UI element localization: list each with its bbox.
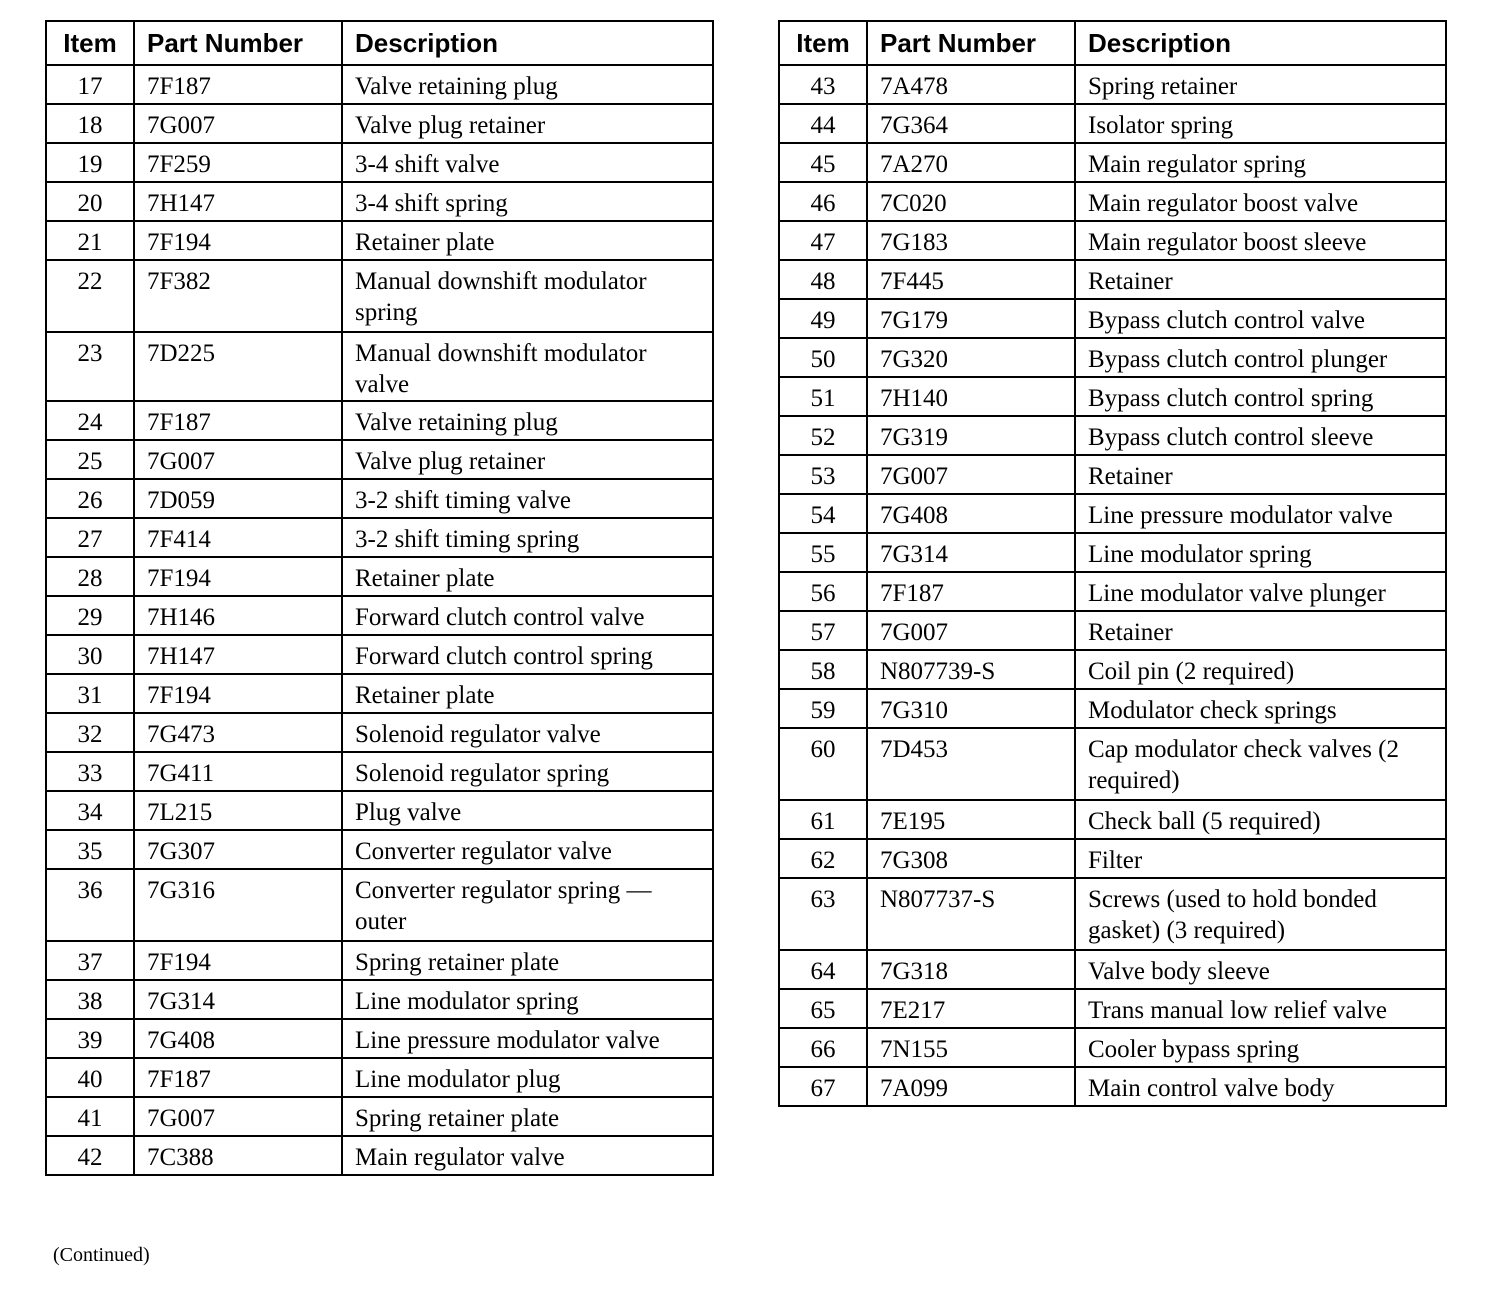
item-cell: 23 [46,332,134,401]
item-cell: 19 [46,143,134,182]
table-row [46,104,713,143]
item-cell: 26 [46,479,134,518]
table-row [46,518,713,557]
table-row [779,416,1446,455]
description-cell: Manual downshift modulator valve [342,332,713,401]
part-number-cell: 7G310 [867,689,1075,728]
table-row [779,1028,1446,1067]
description-cell: Valve retaining plug [342,65,713,104]
part-number-cell: 7G307 [134,830,342,869]
part-number-cell: 7D059 [134,479,342,518]
description-cell: 3-4 shift spring [342,182,713,221]
table-row [46,674,713,713]
table-row [46,332,713,401]
description-cell: Modulator check springs [1075,689,1446,728]
description-cell: Spring retainer plate [342,1097,713,1136]
part-number-cell: 7F187 [134,401,342,440]
table-row [779,800,1446,839]
part-number-cell: 7G007 [134,1097,342,1136]
header-item: Item [779,21,867,65]
item-cell: 20 [46,182,134,221]
table-row [779,533,1446,572]
description-cell: Solenoid regulator valve [342,713,713,752]
item-cell: 63 [779,878,867,950]
parts-table-right [778,20,1447,1107]
description-cell: 3-2 shift timing valve [342,479,713,518]
table-row [46,1058,713,1097]
item-cell: 27 [46,518,134,557]
table-header-row [46,21,713,65]
part-number-cell: 7G007 [867,611,1075,650]
part-number-cell: 7F194 [134,941,342,980]
item-cell: 61 [779,800,867,839]
table-row [46,182,713,221]
description-cell: 3-2 shift timing spring [342,518,713,557]
table-row [46,1019,713,1058]
part-number-cell: 7E217 [867,989,1075,1028]
table-row [779,839,1446,878]
part-number-cell: 7A099 [867,1067,1075,1106]
table-row [779,104,1446,143]
item-cell: 46 [779,182,867,221]
item-cell: 47 [779,221,867,260]
description-cell: Converter regulator spring — outer [342,869,713,941]
description-cell: Retainer plate [342,557,713,596]
item-cell: 43 [779,65,867,104]
description-cell: Plug valve [342,791,713,830]
item-cell: 57 [779,611,867,650]
table-row [779,572,1446,611]
item-cell: 45 [779,143,867,182]
part-number-cell: 7H147 [134,182,342,221]
item-cell: 56 [779,572,867,611]
table-row [779,989,1446,1028]
part-number-cell: 7G411 [134,752,342,791]
table-row [46,401,713,440]
item-cell: 58 [779,650,867,689]
description-cell: Line modulator spring [342,980,713,1019]
part-number-cell: 7H147 [134,635,342,674]
description-cell: Forward clutch control valve [342,596,713,635]
item-cell: 40 [46,1058,134,1097]
table-row [46,479,713,518]
table-row [779,950,1446,989]
description-cell: Cap modulator check valves (2 required) [1075,728,1446,800]
description-cell: Main regulator boost sleeve [1075,221,1446,260]
parts-table-left [45,20,714,1176]
part-number-cell: N807737-S [867,878,1075,950]
table-row [779,878,1446,950]
part-number-cell: 7F194 [134,221,342,260]
part-number-cell: 7G179 [867,299,1075,338]
description-cell: Valve plug retainer [342,440,713,479]
table-row [46,713,713,752]
description-cell: Retainer plate [342,674,713,713]
item-cell: 34 [46,791,134,830]
description-cell: Line pressure modulator valve [1075,494,1446,533]
part-number-cell: 7G007 [867,455,1075,494]
part-number-cell: 7F187 [134,1058,342,1097]
description-cell: Bypass clutch control plunger [1075,338,1446,377]
item-cell: 29 [46,596,134,635]
description-cell: Isolator spring [1075,104,1446,143]
item-cell: 36 [46,869,134,941]
part-number-cell: 7G316 [134,869,342,941]
description-cell: Cooler bypass spring [1075,1028,1446,1067]
description-cell: Bypass clutch control sleeve [1075,416,1446,455]
item-cell: 64 [779,950,867,989]
description-cell: Check ball (5 required) [1075,800,1446,839]
table-row [779,143,1446,182]
description-cell: Valve plug retainer [342,104,713,143]
item-cell: 41 [46,1097,134,1136]
item-cell: 18 [46,104,134,143]
part-number-cell: 7G314 [867,533,1075,572]
table-row [46,1097,713,1136]
item-cell: 54 [779,494,867,533]
description-cell: Trans manual low relief valve [1075,989,1446,1028]
description-cell: Retainer [1075,611,1446,650]
item-cell: 38 [46,980,134,1019]
part-number-cell: 7G007 [134,440,342,479]
item-cell: 55 [779,533,867,572]
item-cell: 48 [779,260,867,299]
item-cell: 49 [779,299,867,338]
part-number-cell: 7F382 [134,260,342,332]
table-row [779,182,1446,221]
item-cell: 17 [46,65,134,104]
item-cell: 65 [779,989,867,1028]
part-number-cell: N807739-S [867,650,1075,689]
part-number-cell: 7A478 [867,65,1075,104]
item-cell: 59 [779,689,867,728]
description-cell: Line modulator spring [1075,533,1446,572]
part-number-cell: 7F445 [867,260,1075,299]
table-row [779,455,1446,494]
part-number-cell: 7G408 [134,1019,342,1058]
description-cell: Main control valve body [1075,1067,1446,1106]
description-cell: Line modulator valve plunger [1075,572,1446,611]
table-row [46,980,713,1019]
table-row [779,377,1446,416]
table-row [779,260,1446,299]
part-number-cell: 7G007 [134,104,342,143]
table-row [46,557,713,596]
part-number-cell: 7C020 [867,182,1075,221]
description-cell: Bypass clutch control valve [1075,299,1446,338]
description-cell: Retainer plate [342,221,713,260]
part-number-cell: 7F414 [134,518,342,557]
description-cell: Main regulator boost valve [1075,182,1446,221]
part-number-cell: 7G183 [867,221,1075,260]
table-row [46,596,713,635]
item-cell: 22 [46,260,134,332]
item-cell: 30 [46,635,134,674]
item-cell: 32 [46,713,134,752]
header-description: Description [342,21,713,65]
part-number-cell: 7A270 [867,143,1075,182]
part-number-cell: 7G320 [867,338,1075,377]
item-cell: 24 [46,401,134,440]
item-cell: 31 [46,674,134,713]
header-description: Description [1075,21,1446,65]
description-cell: Main regulator valve [342,1136,713,1175]
table-row [46,1136,713,1175]
description-cell: Valve retaining plug [342,401,713,440]
description-cell: Converter regulator valve [342,830,713,869]
description-cell: 3-4 shift valve [342,143,713,182]
part-number-cell: 7E195 [867,800,1075,839]
description-cell: Main regulator spring [1075,143,1446,182]
table-header-row [779,21,1446,65]
table-row [46,260,713,332]
header-part-number: Part Number [867,21,1075,65]
part-number-cell: 7F194 [134,557,342,596]
part-number-cell: 7G314 [134,980,342,1019]
table-row [46,830,713,869]
continued-note: (Continued) [53,1244,150,1266]
description-cell: Manual downshift modulator spring [342,260,713,332]
description-cell: Line pressure modulator valve [342,1019,713,1058]
description-cell: Screws (used to hold bonded gasket) (3 required) [1075,878,1446,950]
table-row [46,440,713,479]
table-row [46,221,713,260]
item-cell: 51 [779,377,867,416]
header-part-number: Part Number [134,21,342,65]
part-number-cell: 7G318 [867,950,1075,989]
table-row [779,338,1446,377]
item-cell: 37 [46,941,134,980]
table-row [46,143,713,182]
description-cell: Coil pin (2 required) [1075,650,1446,689]
item-cell: 28 [46,557,134,596]
part-number-cell: 7G473 [134,713,342,752]
table-row [779,728,1446,800]
item-cell: 33 [46,752,134,791]
part-number-cell: 7C388 [134,1136,342,1175]
table-row [779,1067,1446,1106]
item-cell: 52 [779,416,867,455]
part-number-cell: 7G364 [867,104,1075,143]
table-row [779,299,1446,338]
item-cell: 67 [779,1067,867,1106]
part-number-cell: 7F187 [134,65,342,104]
part-number-cell: 7H140 [867,377,1075,416]
header-item: Item [46,21,134,65]
item-cell: 42 [46,1136,134,1175]
part-number-cell: 7D225 [134,332,342,401]
item-cell: 53 [779,455,867,494]
table-row [779,494,1446,533]
item-cell: 21 [46,221,134,260]
item-cell: 50 [779,338,867,377]
part-number-cell: 7G319 [867,416,1075,455]
description-cell: Retainer [1075,260,1446,299]
table-row [779,650,1446,689]
table-row [779,611,1446,650]
part-number-cell: 7G308 [867,839,1075,878]
description-cell: Forward clutch control spring [342,635,713,674]
table-row [779,65,1446,104]
table-row [46,869,713,941]
table-row [46,752,713,791]
part-number-cell: 7F187 [867,572,1075,611]
table-row [46,941,713,980]
part-number-cell: 7H146 [134,596,342,635]
item-cell: 39 [46,1019,134,1058]
item-cell: 60 [779,728,867,800]
description-cell: Spring retainer [1075,65,1446,104]
item-cell: 25 [46,440,134,479]
part-number-cell: 7F259 [134,143,342,182]
part-number-cell: 7N155 [867,1028,1075,1067]
description-cell: Valve body sleeve [1075,950,1446,989]
description-cell: Filter [1075,839,1446,878]
item-cell: 35 [46,830,134,869]
description-cell: Line modulator plug [342,1058,713,1097]
item-cell: 66 [779,1028,867,1067]
item-cell: 44 [779,104,867,143]
part-number-cell: 7F194 [134,674,342,713]
table-row [46,791,713,830]
description-cell: Retainer [1075,455,1446,494]
table-row [46,65,713,104]
description-cell: Spring retainer plate [342,941,713,980]
part-number-cell: 7G408 [867,494,1075,533]
description-cell: Bypass clutch control spring [1075,377,1446,416]
item-cell: 62 [779,839,867,878]
description-cell: Solenoid regulator spring [342,752,713,791]
table-row [46,635,713,674]
table-row [779,221,1446,260]
table-row [779,689,1446,728]
part-number-cell: 7L215 [134,791,342,830]
part-number-cell: 7D453 [867,728,1075,800]
